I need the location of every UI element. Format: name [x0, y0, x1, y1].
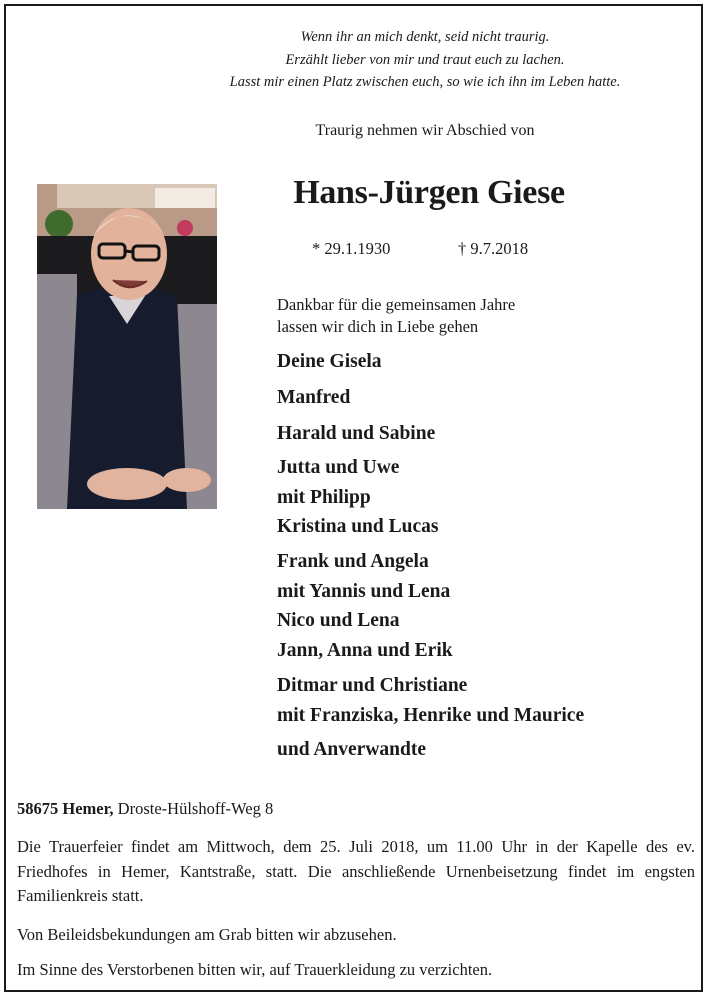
poem-line: Lasst mir einen Platz zwischen euch, so wie ich ihn im Leben hatte. — [229, 74, 621, 90]
family-member: Manfred — [277, 387, 351, 408]
portrait-photo — [37, 184, 217, 509]
family-member: Kristina und Lucas — [277, 516, 439, 537]
poem-line: Erzählt lieber von mir und traut euch zu lachen. — [285, 51, 565, 68]
address-city: 58675 Hemer, — [17, 799, 114, 818]
intro-text: Traurig nehmen wir Abschied von — [315, 122, 535, 139]
family-member: mit Philipp — [277, 487, 371, 508]
family-member: Deine Gisela — [277, 351, 382, 372]
family-member: Frank und Angela — [277, 551, 429, 572]
ceremony-text: Die Trauerfeier findet am Mittwoch, dem 25. Juli 2018, um 11.00 Uhr in der Kapelle des ev. Friedhofes in Hemer, Kantstraße, statt. Die anschließende Urnenbeisetzung findet im engsten Familienkreis statt. — [17, 837, 695, 905]
family-member: Jutta und Uwe — [277, 457, 400, 478]
address — [17, 799, 273, 819]
deceased-name: Hans-Jürgen Giese — [293, 174, 565, 211]
dress-note: Im Sinne des Verstorbenen bitten wir, auf Trauerkleidung zu verzichten. — [17, 960, 493, 979]
family-member: Jann, Anna und Erik — [277, 640, 453, 661]
gratitude-line: lassen wir dich in Liebe gehen — [277, 317, 479, 336]
family-member: und Anverwandte — [277, 739, 426, 760]
poem-line: Wenn ihr an mich denkt, seid nicht traurig. — [300, 29, 550, 45]
gratitude-line: Dankbar für die gemeinsamen Jahre — [277, 295, 516, 314]
family-member: mit Franziska, Henrike und Maurice — [277, 705, 585, 726]
condolence-note: Von Beileidsbekundungen am Grab bitten wir abzusehen. — [17, 925, 397, 944]
birth-date: * 29.1.1930 — [312, 239, 391, 258]
poem — [150, 26, 700, 94]
family-member: Ditmar und Christiane — [277, 675, 468, 696]
family-member: Nico und Lena — [277, 610, 400, 631]
address-street: Droste-Hülshoff-Weg 8 — [117, 799, 274, 818]
gratitude-text — [277, 294, 515, 338]
death-date: † 9.7.2018 — [458, 239, 529, 258]
family-member: mit Yannis und Lena — [277, 581, 451, 602]
family-member: Harald und Sabine — [277, 423, 436, 444]
